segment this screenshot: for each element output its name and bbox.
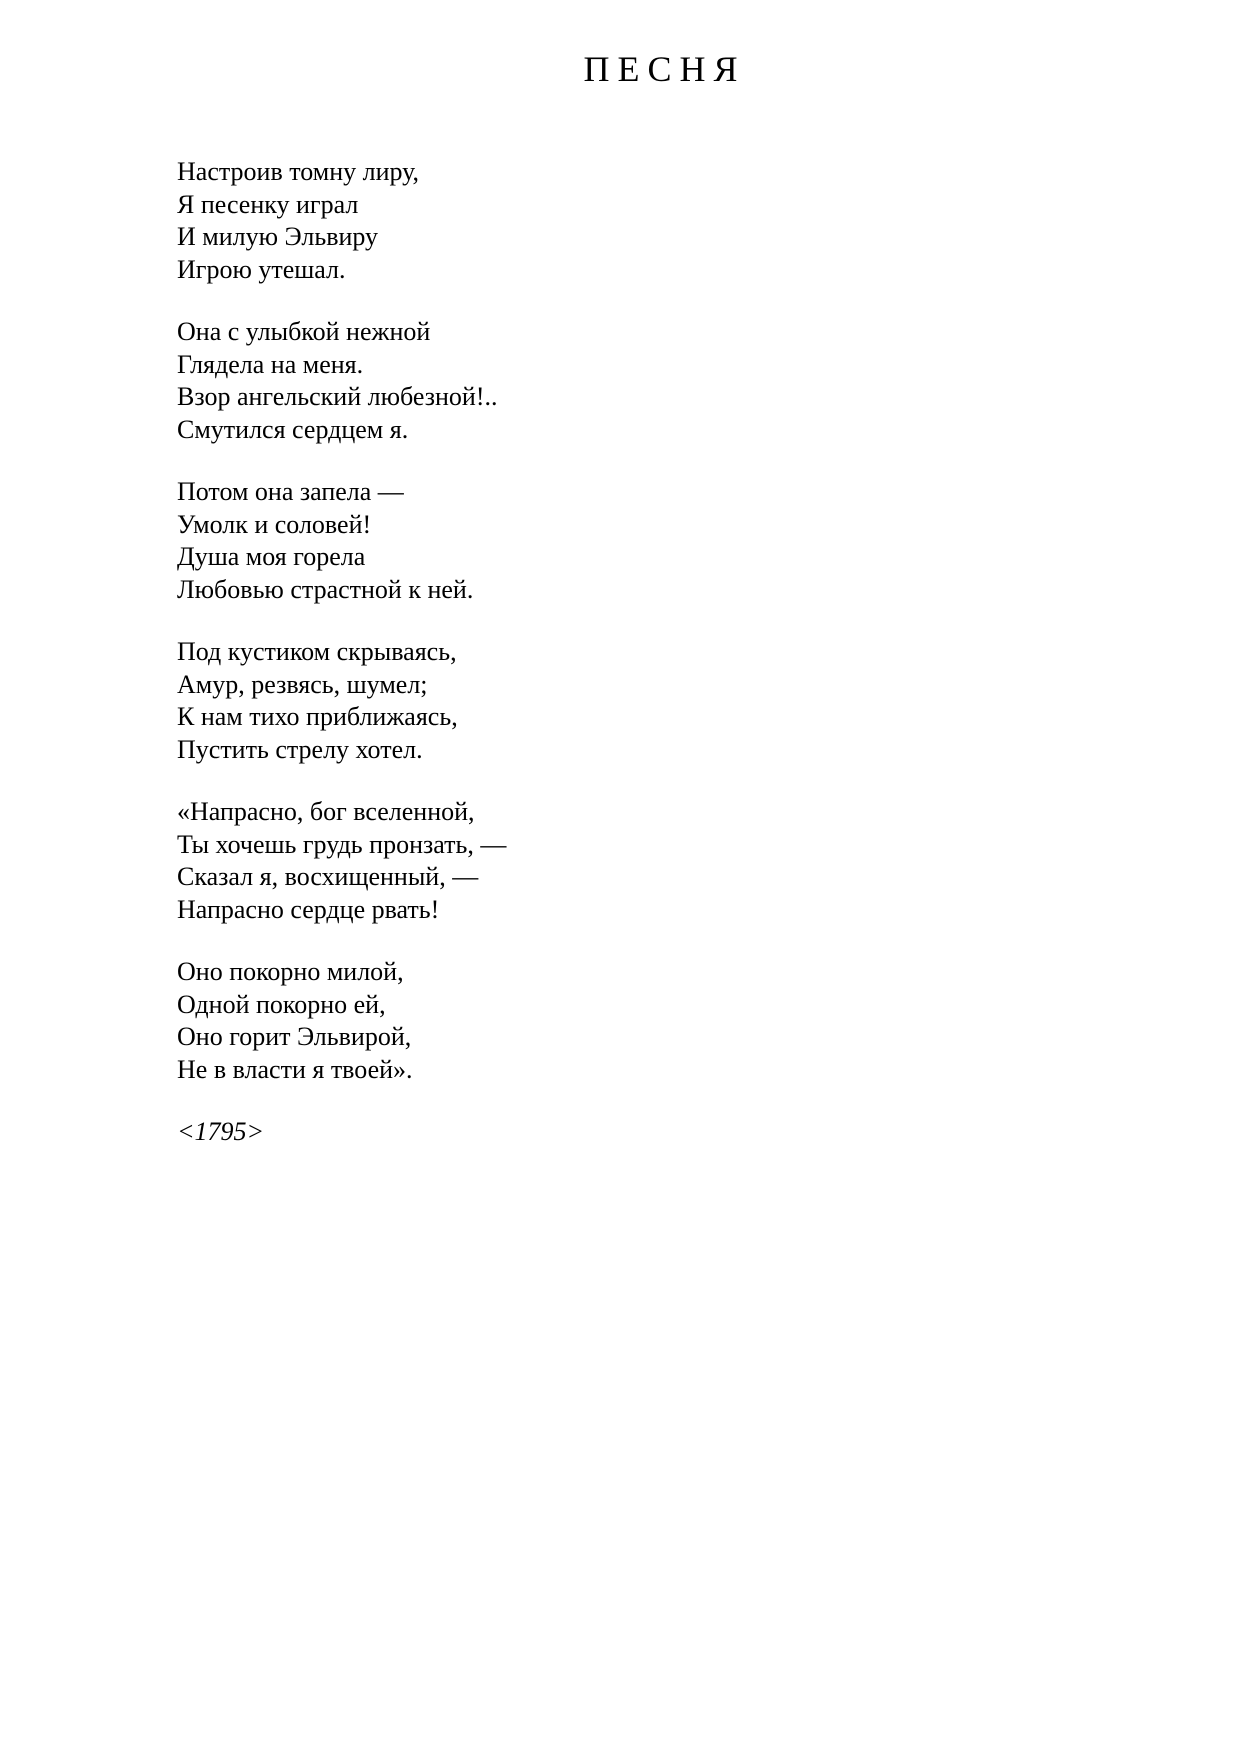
stanza [177,316,877,446]
poem-line: Сказал я, восхищенный, — [177,862,479,891]
stanza [177,156,877,286]
poem-line: «Напрасно, бог вселенной, [177,797,475,826]
poem-title: ПЕСНЯ [583,49,746,89]
poem-line: Умолк и соловей! [177,509,372,539]
poem-body [177,156,877,1149]
poem-line: Игрою утешал. [177,254,346,284]
poem-date: <1795> [177,1117,265,1146]
stanza [177,956,877,1086]
poem-line: Не в власти я твоей». [177,1054,413,1084]
poem-line: Настроив томну лиру, [177,157,420,186]
poem-line: Любовью страстной к ней. [177,574,474,604]
poem-line: Амур, резвясь, шумел; [177,669,428,699]
poem-line: К нам тихо приближаясь, [177,702,458,731]
poem-line: Оно покорно милой, [177,957,404,986]
poem-line: Потом она запела — [177,477,404,506]
poem-line: Она с улыбкой нежной [177,317,431,346]
poem-line: Под кустиком скрываясь, [177,637,457,666]
poem-line: Оно горит Эльвирой, [177,1022,412,1051]
poem-line: Ты хочешь грудь пронзать, — [177,829,507,859]
stanza [177,796,877,926]
stanza [177,476,877,606]
poem-line: Пустить стрелу хотел. [177,734,423,764]
poem-line: Я песенку играл [177,189,359,219]
poem-line: Одной покорно ей, [177,989,386,1019]
stanza [177,636,877,766]
poem-line: Душа моя горела [177,542,366,571]
poem-line: Взор ангельский любезной!.. [177,382,498,411]
poem-line: И милую Эльвиру [177,222,379,251]
poem-line: Напрасно сердце рвать! [177,894,440,924]
poem-line: Глядела на меня. [177,349,364,379]
poem-line: Смутился сердцем я. [177,414,409,444]
